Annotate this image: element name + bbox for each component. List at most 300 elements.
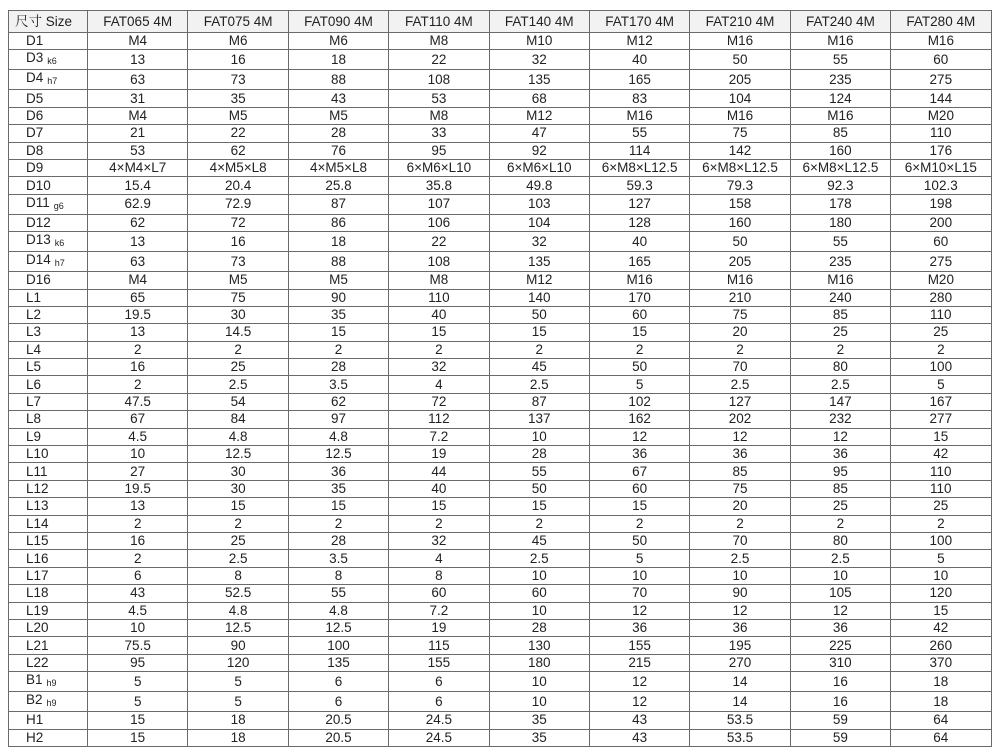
table-cell: 75 (690, 480, 790, 497)
table-cell: 28 (489, 446, 589, 463)
table-cell: 8 (288, 567, 388, 584)
column-header: FAT090 4M (288, 11, 388, 33)
table-cell: 25.8 (288, 177, 388, 194)
table-cell: 127 (690, 393, 790, 410)
table-cell: 18 (188, 729, 288, 746)
table-cell: 60 (589, 306, 689, 323)
table-cell: 270 (690, 654, 790, 671)
row-label (9, 480, 88, 497)
table-cell: 210 (690, 289, 790, 306)
table-cell: 160 (790, 142, 890, 159)
table-cell: 10 (489, 567, 589, 584)
table-cell: 62 (88, 214, 188, 231)
table-cell: M4 (88, 33, 188, 50)
table-cell: 62 (288, 393, 388, 410)
table-cell: 72.9 (188, 194, 288, 214)
table-cell: 36 (790, 446, 890, 463)
row-label (9, 515, 88, 532)
table-cell: 18 (188, 712, 288, 729)
table-cell: 370 (891, 654, 991, 671)
table-cell: 19.5 (88, 480, 188, 497)
table-cell: 20.5 (288, 712, 388, 729)
table-cell: 15 (288, 498, 388, 515)
table-row (9, 376, 992, 393)
table-row (9, 550, 992, 567)
row-label (9, 50, 88, 70)
table-cell: 12 (589, 602, 689, 619)
table-cell: 24.5 (389, 729, 489, 746)
table-cell: 19 (389, 446, 489, 463)
table-cell: 5 (188, 672, 288, 692)
table-cell: 15 (188, 498, 288, 515)
table-cell: 12.5 (288, 446, 388, 463)
table-cell: 92.3 (790, 177, 890, 194)
table-cell: 16 (88, 532, 188, 549)
table-cell: 10 (489, 602, 589, 619)
table-cell: 2 (589, 341, 689, 358)
table-cell: 73 (188, 252, 288, 272)
table-cell: 205 (690, 252, 790, 272)
table-cell: 30 (188, 463, 288, 480)
table-cell: 2 (489, 341, 589, 358)
row-label (9, 602, 88, 619)
row-label (9, 550, 88, 567)
table-cell: 4.8 (188, 428, 288, 445)
table-cell: 63 (88, 252, 188, 272)
table-cell: 87 (288, 194, 388, 214)
table-cell: 10 (489, 428, 589, 445)
table-row (9, 692, 992, 712)
table-cell: M6 (188, 33, 288, 50)
table-cell: 6×M8×L12.5 (790, 159, 890, 176)
table-cell: 260 (891, 637, 991, 654)
table-cell: 195 (690, 637, 790, 654)
table-cell: M16 (589, 107, 689, 124)
table-cell: M12 (589, 33, 689, 50)
row-label (9, 359, 88, 376)
table-cell: 12 (790, 602, 890, 619)
column-header: FAT280 4M (891, 11, 991, 33)
table-cell: 232 (790, 411, 890, 428)
table-row (9, 672, 992, 692)
table-cell: 135 (489, 70, 589, 90)
table-cell: 2 (891, 341, 991, 358)
table-cell: 20.5 (288, 729, 388, 746)
table-cell: 14 (690, 672, 790, 692)
dimension-name: L17 (26, 567, 49, 583)
table-cell: 235 (790, 252, 890, 272)
table-cell: 144 (891, 90, 991, 107)
table-cell: 13 (88, 324, 188, 341)
table-cell: 115 (389, 637, 489, 654)
table-cell: 110 (891, 306, 991, 323)
table-cell: 88 (288, 252, 388, 272)
table-cell: 176 (891, 142, 991, 159)
table-row (9, 272, 992, 289)
table-cell: 2 (88, 341, 188, 358)
tolerance-grade: h7 (47, 76, 58, 87)
dimension-name: D5 (26, 90, 44, 106)
table-cell: 6×M6×L10 (489, 159, 589, 176)
table-row (9, 33, 992, 50)
table-cell: M4 (88, 272, 188, 289)
column-header: FAT170 4M (589, 11, 689, 33)
table-cell: 2.5 (790, 376, 890, 393)
table-cell: 7.2 (389, 602, 489, 619)
table-row (9, 159, 992, 176)
table-cell: 5 (88, 692, 188, 712)
table-cell: 75.5 (88, 637, 188, 654)
table-row (9, 252, 992, 272)
table-cell: 50 (690, 232, 790, 252)
table-cell: 50 (589, 359, 689, 376)
dimension-name: D13 (26, 232, 51, 248)
table-cell: 52.5 (188, 585, 288, 602)
table-row (9, 602, 992, 619)
table-row (9, 712, 992, 729)
table-cell: 160 (690, 214, 790, 231)
row-label (9, 692, 88, 712)
table-header (9, 11, 992, 33)
table-cell: 10 (891, 567, 991, 584)
dimension-name: D8 (26, 142, 44, 158)
table-cell: 6×M8×L12.5 (589, 159, 689, 176)
table-cell: 6 (288, 672, 388, 692)
table-cell: 31 (88, 90, 188, 107)
row-label (9, 729, 88, 746)
table-cell: 25 (790, 498, 890, 515)
table-row (9, 411, 992, 428)
dimension-name: L8 (26, 411, 42, 427)
table-cell: 35 (489, 729, 589, 746)
table-cell: 110 (389, 289, 489, 306)
table-cell: 64 (891, 712, 991, 729)
table-row (9, 70, 992, 90)
table-cell: 72 (389, 393, 489, 410)
table-cell: 12 (790, 428, 890, 445)
dimension-name: D7 (26, 125, 44, 141)
row-label (9, 33, 88, 50)
table-cell: 4×M4×L7 (88, 159, 188, 176)
table-cell: M16 (690, 107, 790, 124)
table-cell: 75 (690, 306, 790, 323)
table-cell: 90 (188, 637, 288, 654)
row-label (9, 619, 88, 636)
table-cell: 2.5 (188, 550, 288, 567)
table-row (9, 515, 992, 532)
table-cell: 28 (288, 532, 388, 549)
table-cell: 5 (589, 550, 689, 567)
table-cell: 16 (88, 359, 188, 376)
table-cell: 55 (589, 125, 689, 142)
table-row (9, 480, 992, 497)
table-cell: 15.4 (88, 177, 188, 194)
table-cell: M5 (188, 272, 288, 289)
table-cell: 63 (88, 70, 188, 90)
table-cell: 200 (891, 214, 991, 231)
table-cell: 43 (88, 585, 188, 602)
dimension-name: D6 (26, 107, 44, 123)
table-cell: 72 (188, 214, 288, 231)
row-label (9, 532, 88, 549)
table-cell: 235 (790, 70, 890, 90)
row-label (9, 232, 88, 252)
table-cell: 80 (790, 359, 890, 376)
table-cell: M16 (690, 33, 790, 50)
table-cell: 105 (790, 585, 890, 602)
table-cell: 2 (690, 341, 790, 358)
table-cell: 18 (288, 232, 388, 252)
tolerance-grade: k6 (54, 238, 65, 249)
table-cell: 2 (88, 515, 188, 532)
table-cell: 18 (891, 692, 991, 712)
column-header: FAT075 4M (188, 11, 288, 33)
table-cell: 43 (589, 729, 689, 746)
table-cell: 10 (589, 567, 689, 584)
table-cell: M8 (389, 33, 489, 50)
dimension-name: L7 (26, 394, 42, 410)
table-cell: 202 (690, 411, 790, 428)
table-cell: 40 (589, 232, 689, 252)
table-cell: 35.8 (389, 177, 489, 194)
table-cell: 32 (389, 532, 489, 549)
table-cell: 67 (589, 463, 689, 480)
table-cell: 25 (891, 324, 991, 341)
table-cell: 25 (891, 498, 991, 515)
dimension-name: D16 (26, 272, 51, 288)
table-cell: 124 (790, 90, 890, 107)
column-header: FAT110 4M (389, 11, 489, 33)
row-label (9, 637, 88, 654)
table-cell: 140 (489, 289, 589, 306)
table-cell: M5 (288, 107, 388, 124)
table-cell: 15 (389, 498, 489, 515)
table-cell: 12.5 (288, 619, 388, 636)
row-label (9, 411, 88, 428)
table-cell: 15 (489, 324, 589, 341)
table-cell: 100 (891, 359, 991, 376)
table-cell: 147 (790, 393, 890, 410)
table-cell: 2 (288, 515, 388, 532)
table-cell: 13 (88, 498, 188, 515)
dimension-name: D12 (26, 214, 51, 230)
table-cell: 120 (891, 585, 991, 602)
table-cell: 50 (589, 532, 689, 549)
table-cell: 2.5 (489, 376, 589, 393)
table-row (9, 585, 992, 602)
table-cell: 95 (88, 654, 188, 671)
table-cell: M16 (790, 272, 890, 289)
row-label (9, 428, 88, 445)
table-cell: 135 (489, 252, 589, 272)
table-cell: 12.5 (188, 446, 288, 463)
table-cell: M10 (489, 33, 589, 50)
table-cell: 60 (489, 585, 589, 602)
column-header: FAT140 4M (489, 11, 589, 33)
table-cell: 100 (891, 532, 991, 549)
table-cell: 95 (389, 142, 489, 159)
dimension-name: H2 (26, 729, 44, 745)
table-cell: 36 (790, 619, 890, 636)
table-cell: 49.8 (489, 177, 589, 194)
table-cell: 19 (389, 619, 489, 636)
table-cell: M20 (891, 272, 991, 289)
table-cell: 277 (891, 411, 991, 428)
dimension-name: D4 (26, 70, 44, 86)
table-cell: 50 (690, 50, 790, 70)
tolerance-grade: h9 (46, 698, 57, 709)
table-cell: 102 (589, 393, 689, 410)
table-cell: 103 (489, 194, 589, 214)
dimension-name: L19 (26, 602, 49, 618)
table-cell: 36 (690, 446, 790, 463)
table-cell: 120 (188, 654, 288, 671)
table-cell: 75 (690, 125, 790, 142)
table-cell: 6×M6×L10 (389, 159, 489, 176)
row-label (9, 376, 88, 393)
table-cell: 167 (891, 393, 991, 410)
table-cell: 28 (288, 125, 388, 142)
dimension-name: L18 (26, 585, 49, 601)
table-cell: 114 (589, 142, 689, 159)
table-cell: 32 (389, 359, 489, 376)
dimension-name: L1 (26, 289, 42, 305)
table-cell: 108 (389, 252, 489, 272)
table-cell: M20 (891, 107, 991, 124)
table-cell: 14 (690, 692, 790, 712)
table-cell: 60 (389, 585, 489, 602)
table-cell: 36 (288, 463, 388, 480)
table-cell: 50 (489, 306, 589, 323)
table-cell: 16 (790, 692, 890, 712)
table-cell: 137 (489, 411, 589, 428)
table-cell: 85 (790, 480, 890, 497)
table-cell: 10 (88, 446, 188, 463)
dimension-name: L16 (26, 550, 49, 566)
table-cell: 15 (88, 729, 188, 746)
table-cell: 22 (389, 232, 489, 252)
table-cell: 47.5 (88, 393, 188, 410)
dimension-name: L22 (26, 654, 49, 670)
table-cell: 205 (690, 70, 790, 90)
table-cell: 178 (790, 194, 890, 214)
table-cell: 35 (288, 306, 388, 323)
table-cell: 4.8 (188, 602, 288, 619)
table-cell: 4×M5×L8 (188, 159, 288, 176)
table-cell: 2 (790, 341, 890, 358)
table-cell: 30 (188, 480, 288, 497)
table-cell: 2.5 (188, 376, 288, 393)
row-label (9, 341, 88, 358)
table-cell: 18 (288, 50, 388, 70)
row-label (9, 177, 88, 194)
tolerance-grade: g6 (53, 200, 64, 211)
table-cell: 88 (288, 70, 388, 90)
table-cell: 2 (389, 515, 489, 532)
table-cell: 35 (288, 480, 388, 497)
table-cell: 90 (690, 585, 790, 602)
table-cell: 24.5 (389, 712, 489, 729)
table-cell: 22 (389, 50, 489, 70)
table-cell: 4 (389, 376, 489, 393)
table-cell: 43 (589, 712, 689, 729)
table-cell: 10 (489, 692, 589, 712)
table-cell: 53.5 (690, 729, 790, 746)
table-cell: 10 (790, 567, 890, 584)
row-label (9, 107, 88, 124)
table-cell: 53.5 (690, 712, 790, 729)
row-label (9, 306, 88, 323)
table-cell: 40 (389, 480, 489, 497)
table-cell: 10 (88, 619, 188, 636)
table-cell: 22 (188, 125, 288, 142)
table-cell: 5 (891, 550, 991, 567)
table-cell: 15 (389, 324, 489, 341)
table-cell: 80 (790, 532, 890, 549)
table-cell: 310 (790, 654, 890, 671)
table-cell: 73 (188, 70, 288, 90)
dimension-name: L11 (26, 463, 48, 479)
table-row (9, 232, 992, 252)
table-cell: 4.5 (88, 602, 188, 619)
column-header: FAT240 4M (790, 11, 890, 33)
table-cell: 55 (288, 585, 388, 602)
table-cell: 110 (891, 125, 991, 142)
table-cell: 2.5 (690, 550, 790, 567)
table-cell: 16 (188, 232, 288, 252)
table-cell: 85 (690, 463, 790, 480)
table-cell: 12 (589, 692, 689, 712)
table-row (9, 619, 992, 636)
dimension-name: B1 (26, 672, 43, 688)
tolerance-grade: h9 (46, 678, 57, 689)
table-cell: 4×M5×L8 (288, 159, 388, 176)
table-cell: 13 (88, 50, 188, 70)
dimension-name: D3 (26, 50, 44, 66)
column-header: FAT065 4M (88, 11, 188, 33)
table-cell: 62.9 (88, 194, 188, 214)
table-cell: 36 (589, 446, 689, 463)
table-cell: 108 (389, 70, 489, 90)
table-cell: 28 (489, 619, 589, 636)
table-cell: 104 (690, 90, 790, 107)
table-cell: 79.3 (690, 177, 790, 194)
table-cell: 7.2 (389, 428, 489, 445)
row-label (9, 272, 88, 289)
row-label (9, 125, 88, 142)
table-cell: 53 (88, 142, 188, 159)
table-cell: 135 (288, 654, 388, 671)
table-cell: 6 (389, 692, 489, 712)
table-row (9, 194, 992, 214)
table-cell: 95 (790, 463, 890, 480)
table-cell: M16 (589, 272, 689, 289)
table-cell: 5 (188, 692, 288, 712)
table-cell: 112 (389, 411, 489, 428)
table-cell: 12 (589, 428, 689, 445)
table-cell: 4.5 (88, 428, 188, 445)
table-cell: 15 (891, 602, 991, 619)
dimension-name: L21 (26, 637, 49, 653)
table-cell: 12.5 (188, 619, 288, 636)
table-cell: 2.5 (790, 550, 890, 567)
dimension-name: L9 (26, 428, 42, 444)
row-label (9, 463, 88, 480)
dimension-name: D1 (26, 33, 44, 49)
table-cell: 2 (790, 515, 890, 532)
table-cell: 10 (690, 567, 790, 584)
row-label (9, 159, 88, 176)
